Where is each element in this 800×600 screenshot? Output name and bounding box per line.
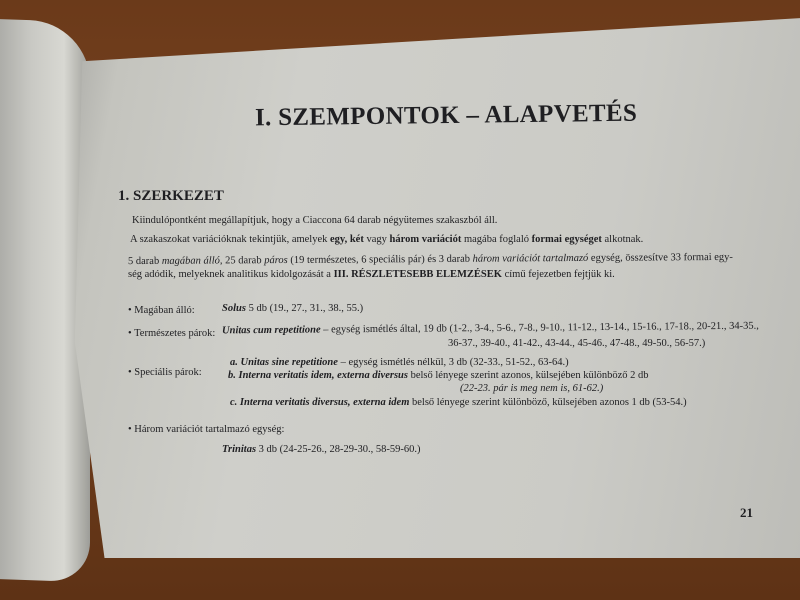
bullet-natural-pairs-text: Unitas cum repetitione – egység ismétlés által, 19 db (1-2., 3-4., 5-6., 7-8., 9-10., 11-12., 13-14., 15-16., 17-18., 20-21., 34-35., xyxy=(221,320,759,337)
bullet-trinitas-text: Trinitas 3 db (24-25-26., 28-29-30., 58-59-60.) xyxy=(222,444,421,455)
paragraph-2: A szakaszokat variációknak tekintjük, amelyek egy, két vagy három variációt magába foglaló formai egységet alkotnak. xyxy=(130,234,644,245)
page-title: I. SZEMPONTOK – ALAPVETÉS xyxy=(254,99,638,132)
bullet-solus-text: Solus 5 db (19., 27., 31., 38., 55.) xyxy=(222,303,364,314)
paragraph-3-line-2: ség adódik, melyeknek analitikus kidolgozását a III. RÉSZLETESEBB ELEMZÉSEK című fejezetben fejtjük ki. xyxy=(128,269,615,280)
page-content xyxy=(60,18,800,558)
page-number: 21 xyxy=(740,505,753,520)
bullet-natural-pairs-cont: 36-37., 39-40., 41-42., 43-44., 45-46., 47-48., 49-50., 56-57.) xyxy=(448,338,706,349)
special-pair-b: b. Interna veritatis idem, externa diversus belső lényege szerint azonos, külsejében különböző 2 db xyxy=(228,370,649,381)
bullet-natural-pairs-label: • Természetes párok: xyxy=(128,328,216,339)
paragraph-1: Kiindulópontként megállapítjuk, hogy a Ciaccona 64 darab négyütemes szakaszból áll. xyxy=(132,215,498,226)
special-pair-a: a. Unitas sine repetitione – egység ismétlés nélkül, 3 db (32-33., 51-52., 63-64.) xyxy=(230,357,569,368)
special-pair-b-note: (22-23. pár is meg nem is, 61-62.) xyxy=(460,383,604,394)
bullet-solus-label: • Magában álló: xyxy=(128,305,195,316)
section-heading: 1. SZERKEZET xyxy=(118,188,224,204)
paragraph-3-line-1: 5 darab magában álló, 25 darab páros (19 természetes, 6 speciális pár) és 3 darab három variációt tartalmazó egység, összesítve 33 formai egy- xyxy=(127,251,733,268)
bullet-trinitas-label: • Három variációt tartalmazó egység: xyxy=(128,424,285,435)
special-pair-c: c. Interna veritatis diversus, externa idem belső lényege szerint különböző, külsejében azonos 1 db (53-54.) xyxy=(230,397,687,408)
bullet-special-pairs-label: • Speciális párok: xyxy=(128,367,202,378)
